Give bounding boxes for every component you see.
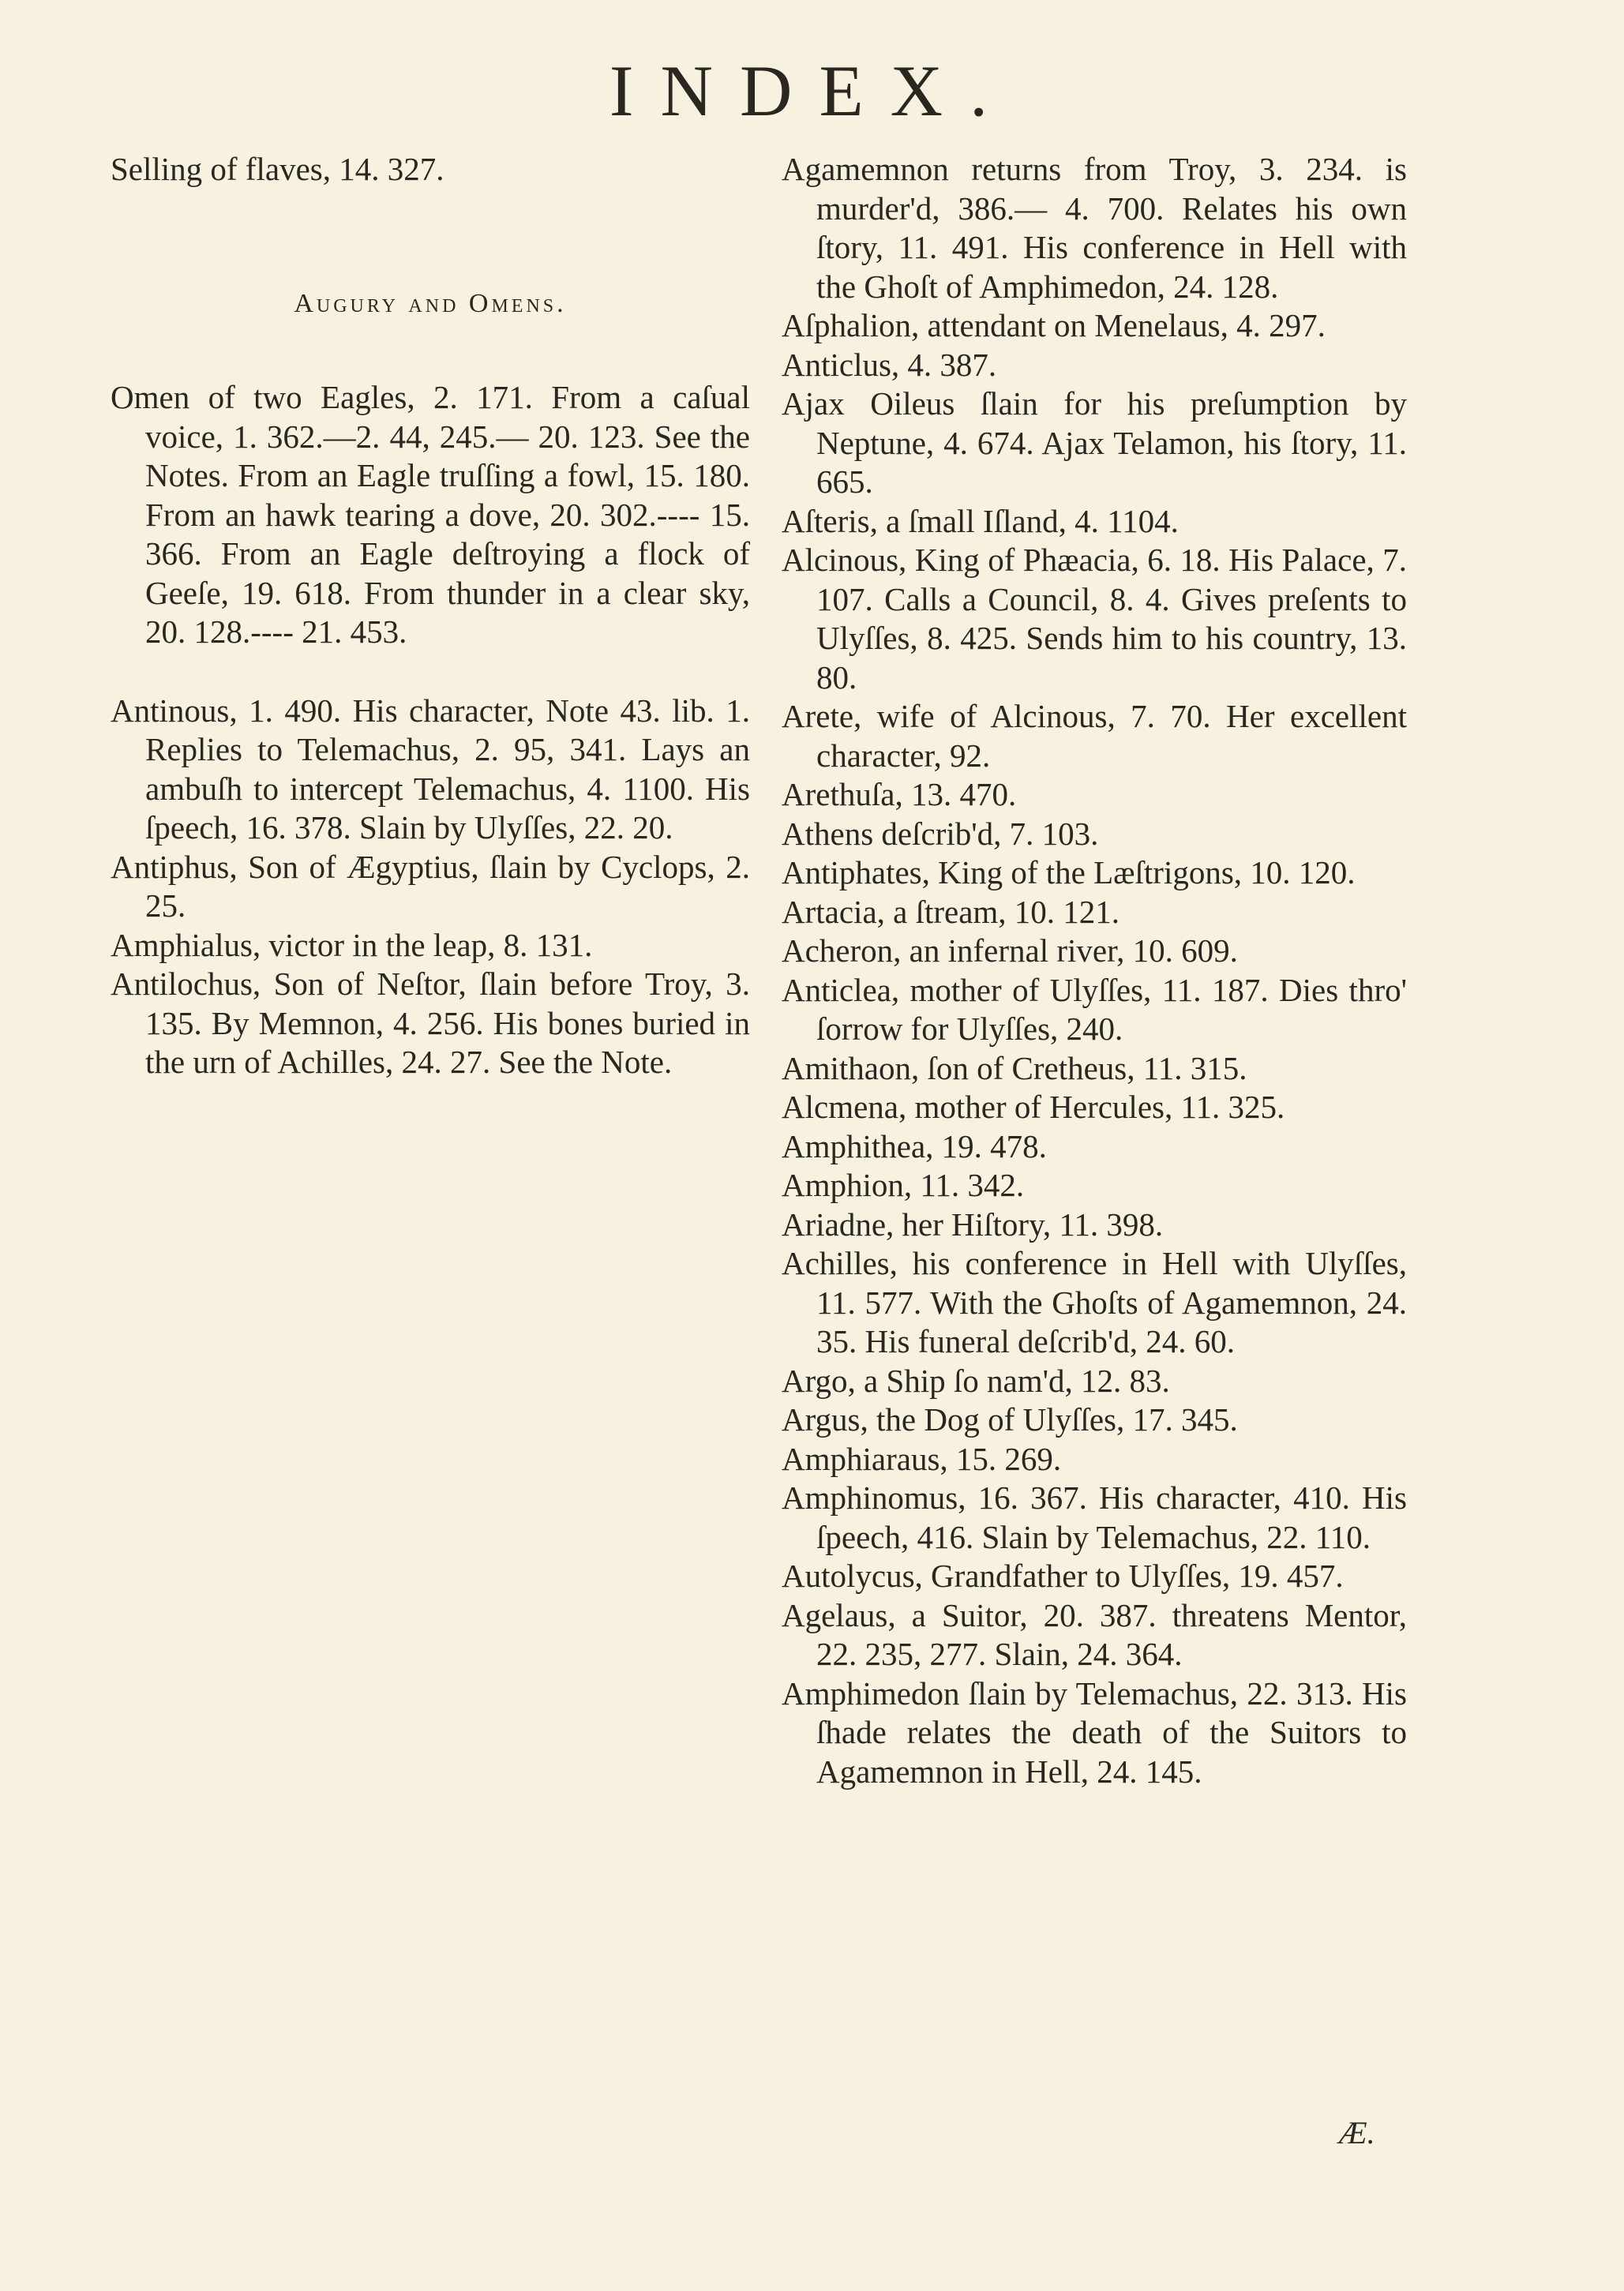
index-entry: Athens deſcrib'd, 7. 103. (782, 815, 1099, 852)
right-column (782, 150, 1407, 1791)
index-entry: Amphinomus, 16. 367. His character, 410. His ſpeech, 416. Slain by Telemachus, 22. 110. (782, 1479, 1407, 1555)
index-entry: Alcinous, King of Phæacia, 6. 18. His Palace, 7. 107. Calls a Council, 8. 4. Gives preſents to Ulyſſes, 8. 425. Sends him to his country, 13. 80. (782, 542, 1407, 696)
index-entry: Argo, a Ship ſo nam'd, 12. 83. (782, 1362, 1170, 1399)
index-entry: Amphiaraus, 15. 269. (782, 1440, 1062, 1477)
index-entry: Antinous, 1. 490. His character, Note 43. lib. 1. Replies to Telemachus, 2. 95, 341. Lays an ambuſh to intercept Telemachus, 4. 1100. His ſpeech, 16. 378. Slain by Ulyſſes, 22. 20. (111, 692, 750, 846)
index-entry: Aſteris, a ſmall Iſland, 4. 1104. (782, 502, 1179, 539)
index-entry: Artacia, a ſtream, 10. 121. (782, 893, 1120, 930)
spacer (111, 652, 750, 692)
index-entry: Acheron, an infernal river, 10. 609. (782, 932, 1238, 969)
index-entry: Antiphates, King of the Læſtrigons, 10. 120. (782, 854, 1356, 891)
index-entry: Aſphalion, attendant on Menelaus, 4. 297. (782, 307, 1326, 343)
index-entry: Alcmena, mother of Hercules, 11. 325. (782, 1089, 1285, 1125)
section-heading: Augury and Omens. (294, 288, 567, 318)
index-entry: Arethuſa, 13. 470. (782, 776, 1017, 812)
index-entry: Amphimedon ſlain by Telemachus, 22. 313. His ſhade relates the death of the Suitors to Agamemnon in Hell, 24. 145. (782, 1674, 1407, 1790)
index-entry: Selling of flaves, 14. 327. (111, 151, 444, 187)
index-entry: Antilochus, Son of Neſtor, ſlain before Troy, 3. 135. By Memnon, 4. 256. His bones buried in the urn of Achilles, 24. 27. See the Note. (111, 966, 750, 1080)
index-entry: Achilles, his conference in Hell with Ulyſſes, 11. 577. With the Ghoſts of Agamemnon, 24. 35. His funeral deſcrib'd, 24. 60. (782, 1245, 1407, 1359)
index-entry: Arete, wife of Alcinous, 7. 70. Her excellent character, 92. (782, 698, 1407, 774)
left-column (111, 150, 750, 1082)
index-entry: Argus, the Dog of Ulyſſes, 17. 345. (782, 1401, 1238, 1438)
index-entry: Ajax Oileus ſlain for his preſumption by Neptune, 4. 674. Ajax Telamon, his ſtory, 11. 665. (782, 385, 1407, 500)
index-entry: Autolycus, Grandfather to Ulyſſes, 19. 457. (782, 1558, 1344, 1594)
index-entry: Amphion, 11. 342. (782, 1167, 1025, 1203)
index-entry: Amphialus, victor in the leap, 8. 131. (111, 926, 593, 963)
page-title: INDEX. (609, 51, 1015, 131)
index-entry: Ariadne, her Hiſtory, 11. 398. (782, 1205, 1164, 1243)
index-entry: Amphithea, 19. 478. (782, 1127, 1047, 1164)
index-entry: Agamemnon returns from Troy, 3. 234. is murder'd, 386.— 4. 700. Relates his own ſtory, 11. 491. His conference in Hell with the Ghoſt of Amphimedon, 24. 128. (782, 151, 1407, 305)
index-entry: Amithaon, ſon of Cretheus, 11. 315. (782, 1049, 1247, 1086)
index-entry: Anticlus, 4. 387. (782, 346, 997, 383)
catchword: Æ. (1339, 2115, 1375, 2150)
index-entry: Omen of two Eagles, 2. 171. From a caſual voice, 1. 362.—2. 44, 245.— 20. 123. See the Notes. From an Eagle truſſing a fowl, 15. 180. From an hawk tearing a dove, 20. 302.---- 15. 366. From an Eagle deſtroying a flock of Geeſe, 19. 618. From thunder in a clear sky, 20. 128.---- 21. 453. (111, 379, 750, 650)
index-entry: Antiphus, Son of Ægyptius, ſlain by Cyclops, 2. 25. (111, 848, 750, 924)
index-entry: Anticlea, mother of Ulyſſes, 11. 187. Dies thro' ſorrow for Ulyſſes, 240. (782, 971, 1407, 1047)
index-entry: Agelaus, a Suitor, 20. 387. threatens Mentor, 22. 235, 277. Slain, 24. 364. (782, 1596, 1407, 1672)
